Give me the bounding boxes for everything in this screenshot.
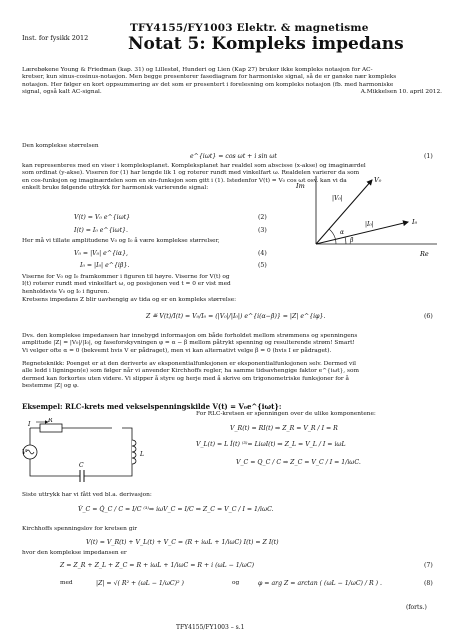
intro-line: Lærebøkene Young & Friedman (kap. 31) og Lillestøl, Hunderi og Lien (Kap 27) bruker ikke kompleks notasjon for AC- [22,67,373,73]
example-heading: Eksempel: RLC-krets med vekselspenningskilde V(t) = V₀e^{iωt}: [22,402,282,411]
text-line: kan representeres med en viser i kompleksplanet. Kompleksplanet har realdel som abscisse (x-akse) og imaginærdel [22,163,366,169]
equation-8-magnitude: |Z| = √( R² + (ωL − 1/ωC)² ) [96,580,184,587]
equation-3-number: (3) [258,227,267,234]
equation-5: I₀ = |I₀| e^{iβ}. [80,262,130,269]
section1-lead: Den komplekse størrelsen [22,143,99,149]
text-line: Viserne for V₀ og I₀ framkommer i figuren til høyre. Viserne for V(t) og [22,274,230,280]
equation-4: V₀ = |V₀| e^{iα}, [74,250,128,257]
text-line: Vi velger ofte α = 0 (bekvemt hvis V er pådraget), men vi kan alternativt velge β = 0 (hvis I er pådraget). [22,347,332,354]
intro-line: notasjon. Her følger en kort oppsummering av det som er presentert i forelesning om kompleks notasjon (fb. med harmoniske [22,81,394,88]
equation-1-number: (1) [424,153,433,160]
text-line: Her må vi tillate amplitudene V₀ og I₀ å være komplekse størrelser, [22,238,220,244]
beta-arc [345,237,346,244]
text-med: med [60,580,73,586]
equation-6-number: (6) [424,313,433,320]
text-line: dermed kan forkortes uten videre. Vi slipper å styre og herje med å skrive om trigonometriske funksjoner for å [22,375,349,382]
text-line: som ordinat (y-akse). Viseren for (1) har lengde lik 1 og roterer rundt med vinkelfart ω. Realdelen varierer da som [22,170,360,177]
continued-label: (forts.) [406,604,427,611]
equation-6: Z ≝ V(t)/I(t) = V₀/I₀ = (|V₀|/|I₀|) e^{i(α−β)} = |Z| e^{iφ}. [146,313,326,320]
text-line: bestemme |Z| og φ. [22,382,79,389]
equation-1: e^{iωt} = cos ωt + i sin ωt [190,153,277,160]
absv0-label: |V₀| [332,195,343,202]
text-line: Kirchhoffs spenningslov for kretsen gir [22,526,138,532]
equation-derivative: V̇_C = Q̇_C / C = I/C ⁽³⁾⇒ iωV_C = I/C ⇒ Z_C = V_C / I = 1/iωC. [78,506,274,513]
capacitor-label: C [79,462,84,469]
resistor [40,424,62,432]
real-axis-label: Re [420,250,429,258]
section2-paragraph [22,333,442,355]
text-line: I(t) roterer rundt med vinkelfart ω, og posisjonen ved t = 0 er vist med [22,281,231,288]
institute-label: Inst. for fysikk 2012 [22,34,89,42]
rlc-circuit [22,418,162,490]
inductor-label: L [140,451,144,458]
text-line: alle ledd i ligningen(e) som følger når vi anvender Kirchhoffs regler, ha samme tidsavhengige faktor e^{iωt}, som [22,368,359,375]
text-og: og [232,580,240,586]
course-title: TFY4155/FY1003 Elektr. & magnetisme [130,22,369,34]
resistor-label: R [48,418,53,424]
example-lead: For RLC-kretsen er spenningen over de ulike komponentene: [196,411,376,417]
page-footer: TFY4155/FY1003 – s.1 [176,624,245,631]
equation-2-number: (2) [258,214,267,221]
text-line: en cos-funksjon og imaginærdelen som en sin-funksjon som gitt i (1). Istedenfor V(t) = V₀ cos ωt osv. kan vi da [22,177,347,184]
absi0-label: |I₀| [365,221,374,228]
alpha-arc [329,229,336,244]
equation-7-number: (7) [424,562,433,569]
intro-paragraph [22,67,442,96]
i0-label: I₀ [412,218,418,226]
equation-zr: V_R(t) = RI(t) ⇒ Z_R = V_R / I = R [230,425,338,432]
text-line: Dvs. den komplekse impedansen har innebygd informasjon om både forholdet mellom strømmens og spenningens [22,333,358,339]
equation-zl: V_L(t) = L İ(t) ⁽³⁾= LiωI(t) ⇒ Z_L = V_L / I = iωL [196,441,346,448]
equation-8-phase: φ = arg Z = arctan ( (ωL − 1/ωC) / R ) . [258,580,382,587]
text-line: hvor den komplekse impedansen er [22,550,127,556]
equation-4-number: (4) [258,250,267,257]
page-title: Notat 5: Kompleks impedans [128,34,404,54]
inductor [132,440,136,464]
section2-lead: Kretsens impedans Z blir uavhengig av tida og er en kompleks størrelse: [22,297,237,303]
i0-phasor [316,222,408,244]
equation-3: I(t) = I₀ e^{iωt}. [74,227,128,234]
equation-kirchhoff: V(t) = V_R(t) + V_L(t) + V_C = (R + iωL + 1/iωC) I(t) = Z I(t) [86,539,279,546]
current-label: I [28,421,31,428]
alpha-label: α [340,229,345,236]
equation-5-number: (5) [258,262,267,269]
text-line: amplitude |Z| = |V₀|/|I₀|, og faseforskyvningen φ = α − β mellom påtrykt spenning og resulterende strøm! Smart! [22,340,355,347]
source-label: V [22,449,27,456]
v0-label: V₀ [374,176,382,184]
text-line: henholdsvis V₀ og I₀ i figuren. [22,288,110,295]
phasor-description [22,274,272,296]
text-line: Regneteknikk: Poenget er at den deriverte av eksponentialfunksjonen er eksponentialfunksjonen selv. Dermed vil [22,361,356,367]
text-line: Siste uttrykk har vi fått ved bl.a. derivasjon: [22,492,152,498]
section3-paragraph [22,361,442,390]
author-date: A.Mikkelsen 10. april 2012. [360,88,442,95]
equation-7: Z = Z_R + Z_L + Z_C = R + iωL + 1/iωC = R + i (ωL − 1/ωC) [60,562,255,569]
equation-2: V(t) = V₀ e^{iωt} [74,214,131,221]
phasor-diagram [292,172,442,290]
intro-line: signal, også kalt AC-signal. [22,88,102,95]
equation-zc: V_C = Q_C / C ⇒ Z_C = V_C / I = 1/iωC. [236,459,361,466]
imag-axis-label: Im [296,182,305,190]
beta-label: β [350,237,354,244]
text-line: enkelt bruke følgende uttrykk for harmonisk varierende signal: [22,184,209,191]
intro-line: kretser, kun sinus-cosinus-notasjon. Men begge presenterer fasediagram for harmoniske signal, så de er ganske nær kompleks [22,74,397,81]
equation-8-number: (8) [424,580,433,587]
